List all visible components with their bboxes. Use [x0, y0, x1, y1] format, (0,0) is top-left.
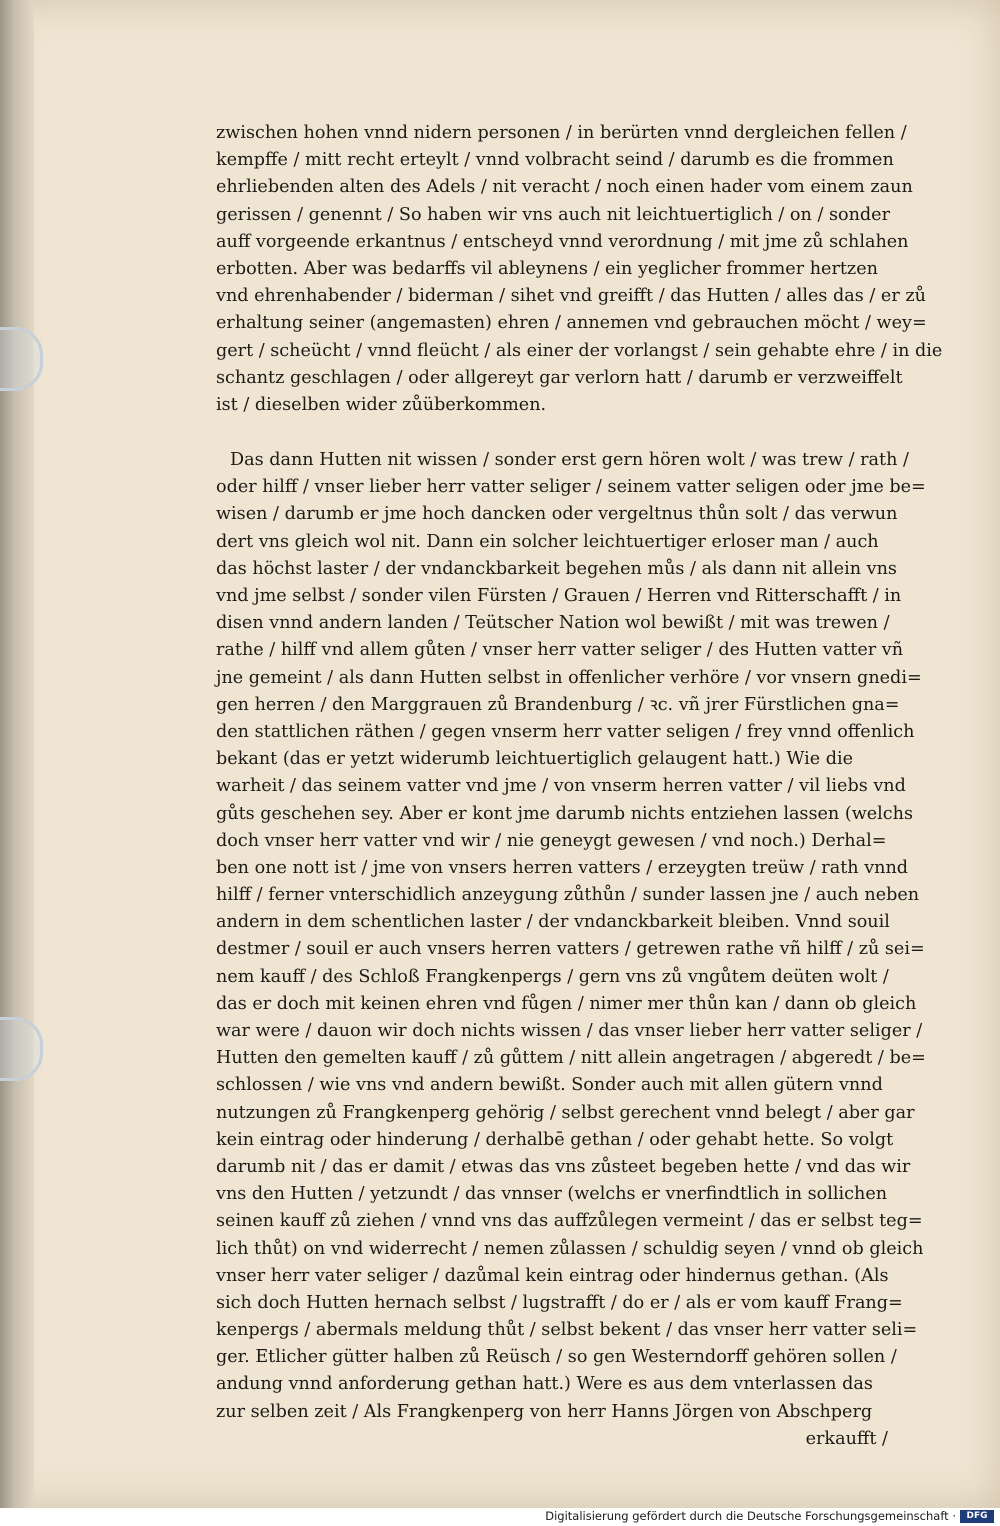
text-line: den stattlichen räthen / gegen vnserm herr vatter seligen / frey vnnd offenlich — [216, 721, 915, 742]
text-line: gůts geschehen sey. Aber er kont jme darumb nichts entziehen lassen (welchs — [216, 803, 914, 824]
catchword: erkaufft / — [805, 1428, 888, 1449]
text-line: ehrliebenden alten des Adels / nit veracht / noch einen hader vom einem zaun — [216, 177, 913, 198]
text-line: gerissen / genennt / So haben wir vns auch nit leichtuertiglich / on / sonder — [216, 204, 891, 225]
text-line: doch vnser herr vatter vnd wir / nie geneygt gewesen / vnd noch.) Derhal= — [216, 830, 887, 851]
text-line: gert / scheücht / vnnd fleücht / als einer der vorlangst / sein gehabte ehre / in die — [216, 340, 943, 361]
text-line: Das dann Hutten nit wissen / sonder erst gern hören wolt / was trew / rath / — [230, 450, 909, 471]
text-line: darumb nit / das er damit / etwas das vns zůsteet begeben hette / vnd das wir — [216, 1156, 911, 1177]
text-line: disen vnnd andern landen / Teütscher Nation wol bewißt / mit was trewen / — [216, 613, 890, 634]
paper-clip-lower — [0, 1017, 43, 1081]
text-line: vns den Hutten / yetzundt / das vnnser (welchs er vnerfindtlich in sollichen — [216, 1184, 888, 1205]
text-line: erbotten. Aber was bedarffs vil ableynens / ein yeglicher frommer hertzen — [216, 258, 878, 279]
text-line: erhaltung seiner (angemasten) ehren / annemen vnd gebrauchen möcht / wey= — [216, 313, 927, 334]
text-line: nem kauff / des Schloß Frangkenpergs / gern vns zů vngůtem deüten wolt / — [216, 966, 889, 987]
text-line: bekant (das er yetzt widerumb leichtuertiglich gelaugent hatt.) Wie die — [216, 749, 854, 770]
text-line: vnser herr vater seliger / dazůmal kein eintrag oder hindernus gethan. (Als — [216, 1265, 889, 1286]
paper-clip-upper — [0, 327, 43, 391]
text-line: war were / dauon wir doch nichts wissen / das vnser lieber herr vatter seliger / — [216, 1021, 923, 1041]
footer-bar — [0, 1508, 1000, 1526]
dfg-logo-icon: DFG — [960, 1510, 994, 1523]
text-line: das höchst laster / der vndanckbarkeit begehen můs / als dann nit allein vns — [216, 558, 897, 579]
text-line: zur selben zeit / Als Frangkenperg von herr Hanns Jörgen von Abschperg — [216, 1401, 873, 1422]
text-line: wisen / darumb er jme hoch dancken oder vergeltnus thůn solt / das verwun — [216, 504, 898, 525]
text-line: ger. Etlicher gütter halben zů Reüsch / so gen Westerndorff gehören sollen / — [216, 1347, 897, 1368]
text-line: dert vns gleich wol nit. Dann ein solcher leichtuertiger erloser man / auch — [216, 531, 879, 552]
paragraph-1 — [216, 120, 943, 419]
text-line: vnd ehrenhabender / biderman / sihet vnd greifft / das Hutten / alles das / er zů — [216, 286, 926, 307]
text-line: ist / dieselben wider zůüberkommen. — [216, 394, 547, 415]
text-line: vnd jme selbst / sonder vilen Fürsten / Grauen / Herren vnd Ritterschafft / in — [216, 586, 902, 606]
text-line: hilff / ferner vnterschidlich anzeygung zůthůn / sunder lassen jne / auch neben — [216, 885, 920, 906]
text-line: auff vorgeende erkantnus / entscheyd vnnd verordnung / mit jme zů schlahen — [216, 231, 909, 252]
text-line: oder hilff / vnser lieber herr vatter seliger / seinem vatter seligen oder jme be= — [216, 477, 926, 498]
funding-notice: Digitalisierung gefördert durch die Deutsche Forschungsgemeinschaft · — [545, 1509, 956, 1523]
paragraph-gap — [216, 419, 896, 447]
text-line: gen herren / den Marggrauen zů Brandenburg / ꝛc. vñ jrer Fürstlichen gna= — [216, 694, 900, 715]
text-line: Hutten den gemelten kauff / zů gůttem / nitt allein angetragen / abgeredt / be= — [216, 1048, 926, 1069]
text-line: das er doch mit keinen ehren vnd fůgen / nimer mer thůn kan / dann ob gleich — [216, 993, 917, 1014]
text-line: sich doch Hutten hernach selbst / lugstrafft / do er / als er vom kauff Frang= — [216, 1292, 903, 1313]
text-line: jne gemeint / als dann Hutten selbst in offenlicher verhöre / vor vnsern gnedi= — [216, 667, 922, 688]
text-line: kein eintrag oder hinderung / derhalbē gethan / oder gehabt hette. So volgt — [216, 1129, 894, 1150]
text-line: rathe / hilff vnd allem gůten / vnser herr vatter seliger / des Hutten vatter vñ — [216, 640, 904, 661]
paragraph-2 — [216, 447, 926, 1453]
text-line: ben one nott ist / jme von vnsers herren vatters / erzeygten treüw / rath vnnd — [216, 857, 909, 878]
text-line: lich thůt) on vnd widerrecht / nemen zůlassen / schuldig seyen / vnnd ob gleich — [216, 1238, 924, 1259]
text-line: nutzungen zů Frangkenperg gehörig / selbst gerechent vnnd belegt / aber gar — [216, 1102, 915, 1123]
text-line: seinen kauff zů ziehen / vnnd vns das auffzůlegen vermeint / das er selbst teg= — [216, 1211, 923, 1232]
text-line: zwischen hohen vnnd nidern personen / in berürten vnnd dergleichen fellen / — [216, 123, 907, 143]
binding-gutter — [0, 0, 34, 1508]
text-line: andern in dem schentlichen laster / der vndanckbarkeit bleiben. Vnnd souil — [216, 912, 890, 933]
text-line: andung vnnd anforderung gethan hatt.) Were es aus dem vnterlassen das — [216, 1374, 873, 1395]
text-block — [216, 120, 943, 1453]
text-line: destmer / souil er auch vnsers herren vatters / getrewen rathe vñ hilff / zů sei= — [216, 939, 925, 960]
text-line: schlossen / wie vns vnd andern bewißt. Sonder auch mit allen gütern vnnd — [216, 1075, 883, 1096]
text-line: kenpergs / abermals meldung thůt / selbst bekent / das vnser herr vatter seli= — [216, 1320, 918, 1341]
text-line: schantz geschlagen / oder allgereyt gar verlorn hatt / darumb er verzweiffelt — [216, 367, 903, 388]
text-line: kempffe / mitt recht erteylt / vnnd volbracht seind / darumb es die frommen — [216, 150, 894, 171]
text-line: warheit / das seinem vatter vnd jme / von vnserm herren vatter / vil liebs vnd — [216, 776, 906, 797]
